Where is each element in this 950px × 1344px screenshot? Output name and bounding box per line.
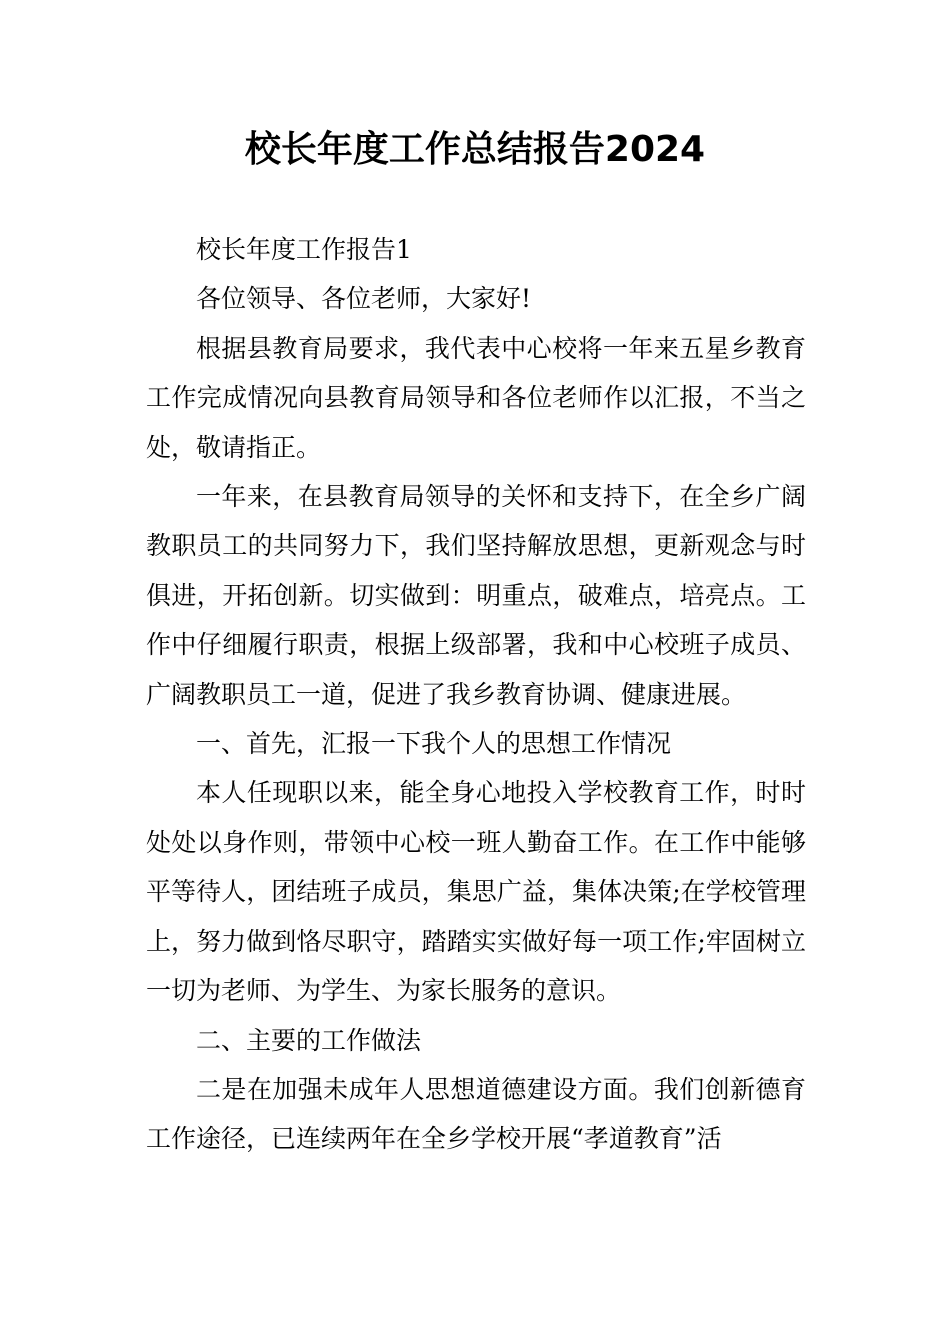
greeting: 各位领导、各位老师，大家好!: [196, 284, 532, 314]
document-body: [146, 225, 806, 1164]
body-paragraph: 根据县教育局要求，我代表中心校将一年来五星乡教育工作完成情况向县教育局领导和各位老师作以汇报，不当之处，敬请指正。: [146, 333, 806, 462]
body-paragraph: 本人任现职以来，能全身心地投入学校教育工作，时时处处以身作则，带领中心校一班人勤奋工作。在工作中能够平等待人，团结班子成员，集思广益，集体决策;在学校管理上，努力做到恪尽职守，踏踏实实做好每一项工作;牢固树立一切为老师、为学生、为家长服务的意识。: [146, 778, 806, 1006]
section-heading: 一、首先，汇报一下我个人的思想工作情况: [196, 729, 672, 759]
report-subtitle: 校长年度工作报告1: [196, 235, 412, 264]
document-title: 校长年度工作总结报告2024: [244, 129, 706, 170]
section-heading: 二、主要的工作做法: [196, 1025, 422, 1055]
body-paragraph: 一年来，在县教育局领导的关怀和支持下，在全乡广阔教职员工的共同努力下，我们坚持解放思想，更新观念与时俱进，开拓创新。切实做到：明重点，破难点，培亮点。工作中仔细履行职责，根据上级部署，我和中心校班子成员、广阔教职员工一道，促进了我乡教育协调、健康进展。: [146, 482, 806, 709]
body-paragraph: 二是在加强未成年人思想道德建设方面。我们创新德育工作途径，已连续两年在全乡学校开展“孝道教育”活: [146, 1074, 806, 1154]
